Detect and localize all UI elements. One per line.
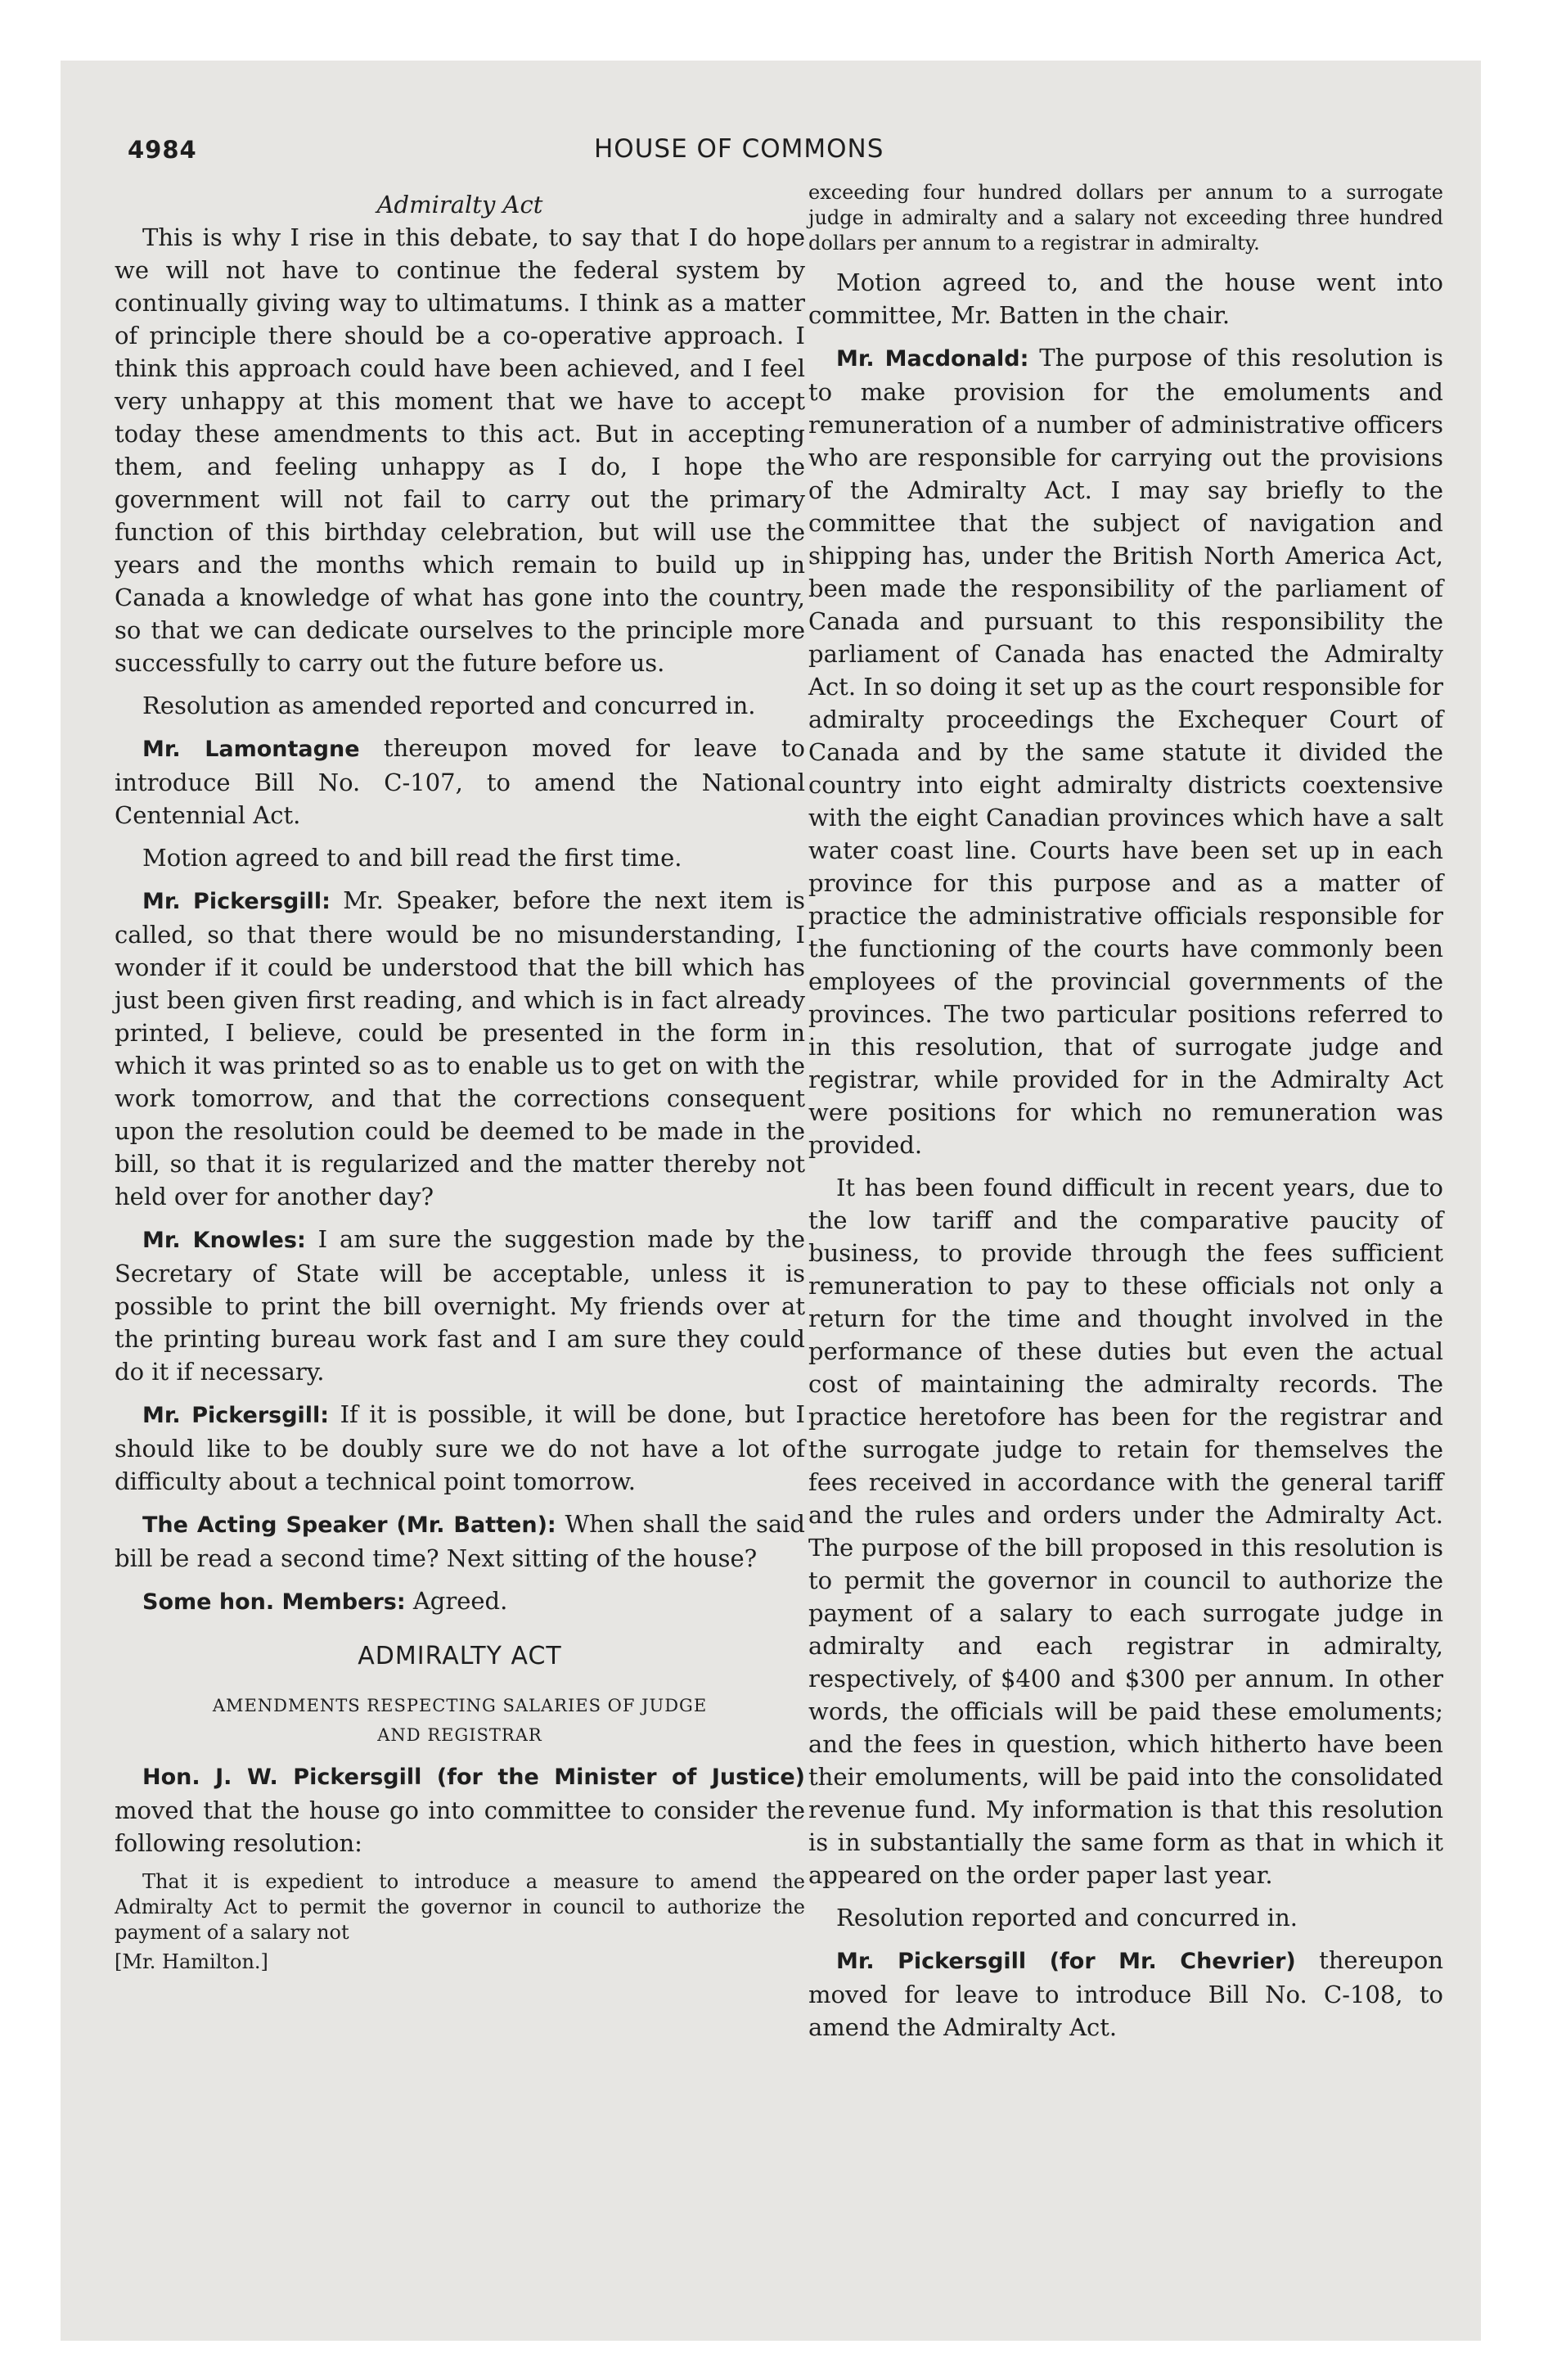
paragraph: Motion agreed to, and the house went into committee, Mr. Batten in the chair. [808, 268, 1443, 329]
speech-text: Agreed. [405, 1587, 508, 1615]
paragraph [115, 884, 805, 1213]
page-header: HOUSE OF COMMONS [594, 134, 884, 164]
paragraph [115, 1398, 805, 1498]
paragraph [808, 1944, 1443, 2044]
paragraph: This is why I rise in this debate, to say that I do hope we will not have to continue the federal system by continually giving way to ultimatums. I think as a matter of principle there should be a co-operative approach. I think this approach could have been achieved, and I feel very unhappy at this moment that we have to accept today these amendments to this act. But in accepting them, and feeling unhappy as I do, I hope the government will not fail to carry out the primary function of this birthday celebration, but will use the years and the months which remain to build up in Canada a knowledge of what has gone into the country, so that we can dedicate ourselves to the principle more successfully to carry out the future before us. [115, 223, 805, 677]
speech-text: moved that the house go into committee to consider the following resolution: [115, 1796, 805, 1857]
speaker-name: The Acting Speaker (Mr. Batten): [142, 1512, 556, 1538]
speaker-name: Mr. Knowles: [142, 1228, 306, 1253]
section-subtitle: AND REGISTRAR [377, 1725, 542, 1745]
page-number: 4984 [128, 136, 197, 164]
speech-text: thereupon moved for leave to introduce Bill No. C-107, to amend the National Centennial Act. [115, 734, 806, 829]
speech-text: thereupon moved for leave to introduce Bill No. C-108, to amend the Admiralty Act. [808, 1946, 1443, 2041]
paragraph: Motion agreed to and bill read the first time. [142, 844, 682, 872]
section-running-title: Admiralty Act [376, 191, 543, 219]
paragraph: Resolution reported and concurred in. [836, 1904, 1298, 1931]
speech-text: If it is possible, it will be done, but I should like to be doubly sure we do not have a lot of difficulty about a technical point tomorrow. [115, 1400, 805, 1495]
speaker-name: Hon. J. W. Pickersgill (for the Minister of Justice) [142, 1765, 805, 1790]
paragraph [115, 732, 805, 832]
resolution-text: That it is expedient to introduce a measure to amend the Admiralty Act to permit the governor in council to authorize the payment of a salary not [115, 1870, 805, 1944]
speech-text: Mr. Speaker, before the next item is called, so that there would be no misunderstanding, I wonder if it could be understood that the bill which has just been given first reading, and which is in fact already printed, I believe, could be presented in the form in which it was printed so as to enable us to get on with the work tomorrow, and that the corrections consequent upon the resolution could be deemed to be made in the bill, so that it is regularized and the matter thereby not held over for another day? [115, 886, 805, 1210]
section-subtitle: AMENDMENTS RESPECTING SALARIES OF JUDGE [212, 1696, 708, 1715]
left-column [115, 188, 805, 1978]
speaker-name: Mr. Lamontagne [142, 737, 360, 762]
paragraph [115, 1223, 805, 1388]
speaker-name: Mr. Pickersgill: [142, 889, 331, 914]
paragraph [115, 1508, 805, 1575]
speaker-name: Mr. Pickersgill (for Mr. Chevrier) [836, 1949, 1296, 1974]
right-column [808, 180, 1443, 2044]
resolution-text: exceeding four hundred dollars per annum to a surrogate judge in admiralty and a salary not exceeding three hundred dollars per annum to a registrar in admiralty. [808, 181, 1443, 255]
speaker-name: Mr. Pickersgill: [142, 1403, 330, 1428]
page [61, 61, 1481, 2341]
speech-text: I am sure the suggestion made by the Secretary of State will be acceptable, unless it is possible to print the bill overnight. My friends over at the printing bureau work fast and I am sure they could do it if necessary. [115, 1225, 806, 1386]
speaker-name: Some hon. Members: [142, 1589, 406, 1615]
paragraph: Resolution as amended reported and concurred in. [142, 692, 756, 719]
paragraph [115, 1760, 805, 1859]
footer-note: [Mr. Hamilton.] [115, 1950, 268, 1973]
speech-text: When shall the said bill be read a second time? Next sitting of the house? [115, 1510, 805, 1572]
speaker-name: Mr. Macdonald: [836, 346, 1029, 372]
speech-text: The purpose of this resolution is to make provision for the emoluments and remuneration of a number of administrative officers who are responsible for carrying out the provisions of the Admiralty Act. I may say briefly to the committee that the subject of navigation and shipping has, under the British North America Act, been made the responsibility of the parliament of Canada and pursuant to this responsibility the parliament of Canada has enacted the Admiralty Act. In so doing it set up as the court responsible for admiralty proceedings the Exchequer Court of Canada and by the same statute it divided the country into eight admiralty districts coextensive with the eight Canadian provinces which have a salt water coast line. Courts have been set up in each province for this purpose and as a matter of practice the administrative officials responsible for the functioning of the courts have commonly been employees of the provincial governments of the provinces. The two particular positions referred to in this resolution, that of surrogate judge and registrar, while provided for in the Admiralty Act were positions for which no remuneration was provided. [808, 344, 1444, 1159]
paragraph [115, 1584, 805, 1619]
paragraph [808, 341, 1443, 1161]
paragraph: It has been found difficult in recent years, due to the low tariff and the comparative paucity of business, to provide through the fees sufficient remuneration to pay to these officials not only a return for the time and thought involved in the performance of these duties but even the actual cost of maintaining the admiralty records. The practice heretofore has been for the registrar and the surrogate judge to retain for themselves the fees received in accordance with the general tariff and the rules and orders under the Admiralty Act. The purpose of the bill proposed in this resolution is to permit the governor in council to authorize the payment of a salary to each surrogate judge in admiralty and each registrar in admiralty, respectively, of $400 and $300 per annum. In other words, the officials will be paid these emoluments; and the fees in question, which hitherto have been their emoluments, will be paid into the consolidated revenue fund. My information is that this resolution is in substantially the same form as that in which it appeared on the order paper last year. [808, 1174, 1443, 1889]
section-title: ADMIRALTY ACT [358, 1642, 562, 1670]
